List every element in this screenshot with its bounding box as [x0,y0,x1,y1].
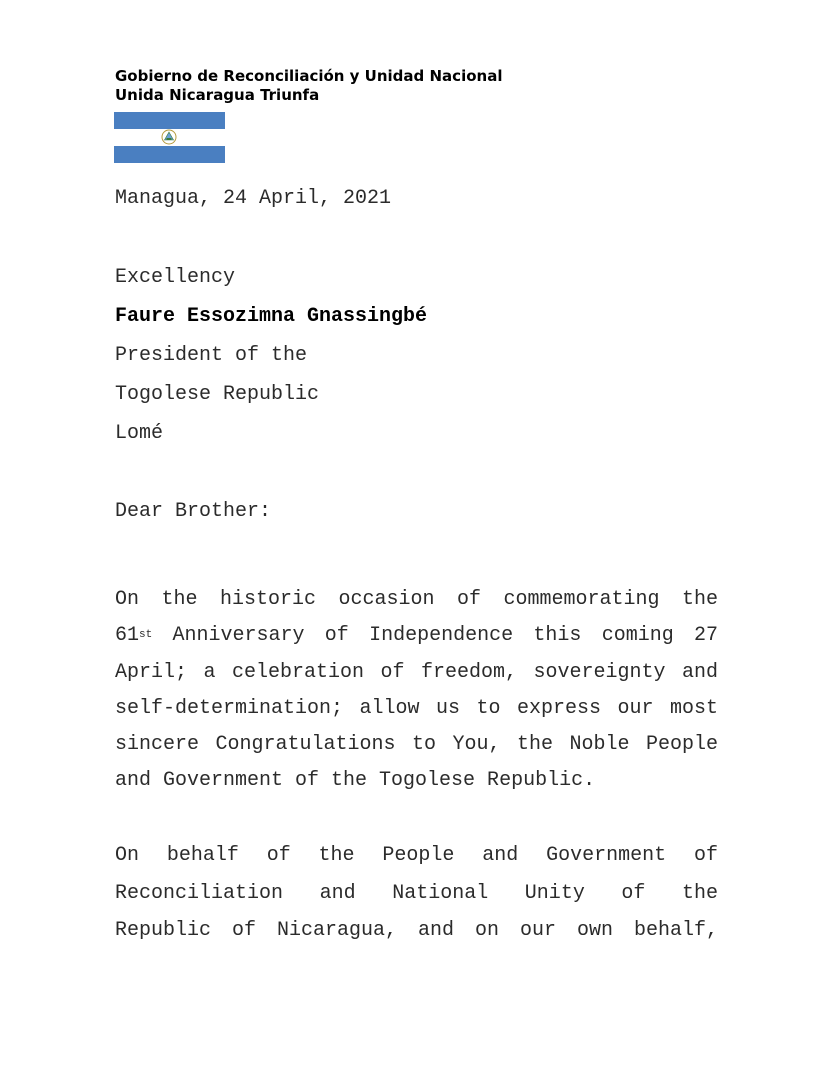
paragraph-2-line: Republic of Nicaragua, and on our own behalf, [115,919,718,942]
paragraph-2-line: On behalf of the People and Government of [115,844,718,867]
paragraph-1-line: April; a celebration of freedom, sovereignty and [115,660,718,684]
paragraph-1-line-rest: Anniversary of Independence this coming 27 [152,624,718,648]
flag-middle-band [114,129,225,146]
letterhead [115,67,502,105]
recipient-title-line-1: President of the [115,344,308,367]
recipient-name: Faure Essozimna Gnassingbé [115,305,428,328]
paragraph-1-line: self-determination; allow us to express our most [115,696,718,720]
paragraph-1-line: and Government of the Togolese Republic. [115,769,596,793]
recipient-city: Lomé [115,422,164,445]
ordinal-suffix: st [139,629,153,642]
salutation: Excellency [115,266,236,289]
letterhead-line-2: Unida Nicaragua Triunfa [115,86,320,104]
paragraph-1-line: sincere Congratulations to You, the Noble People [115,733,718,757]
greeting: Dear Brother: [115,500,272,523]
flag-bottom-band [114,146,225,163]
paragraph-2 [115,837,718,950]
paragraph-1-line [115,618,718,654]
paragraph-2-line: Reconciliation and National Unity of the [115,881,718,905]
flag-top-band [114,112,225,129]
paragraph-1 [115,582,718,800]
ordinal-number: 61 [115,624,140,648]
date-line: Managua, 24 April, 2021 [115,187,392,210]
nicaragua-coat-of-arms-icon [161,129,177,145]
recipient-title-line-2: Togolese Republic [115,383,320,406]
letterhead-line-1: Gobierno de Reconciliación y Unidad Nacional [115,67,503,85]
paragraph-1-line: On the historic occasion of commemorating the [115,588,718,611]
nicaragua-flag-icon [114,112,225,163]
